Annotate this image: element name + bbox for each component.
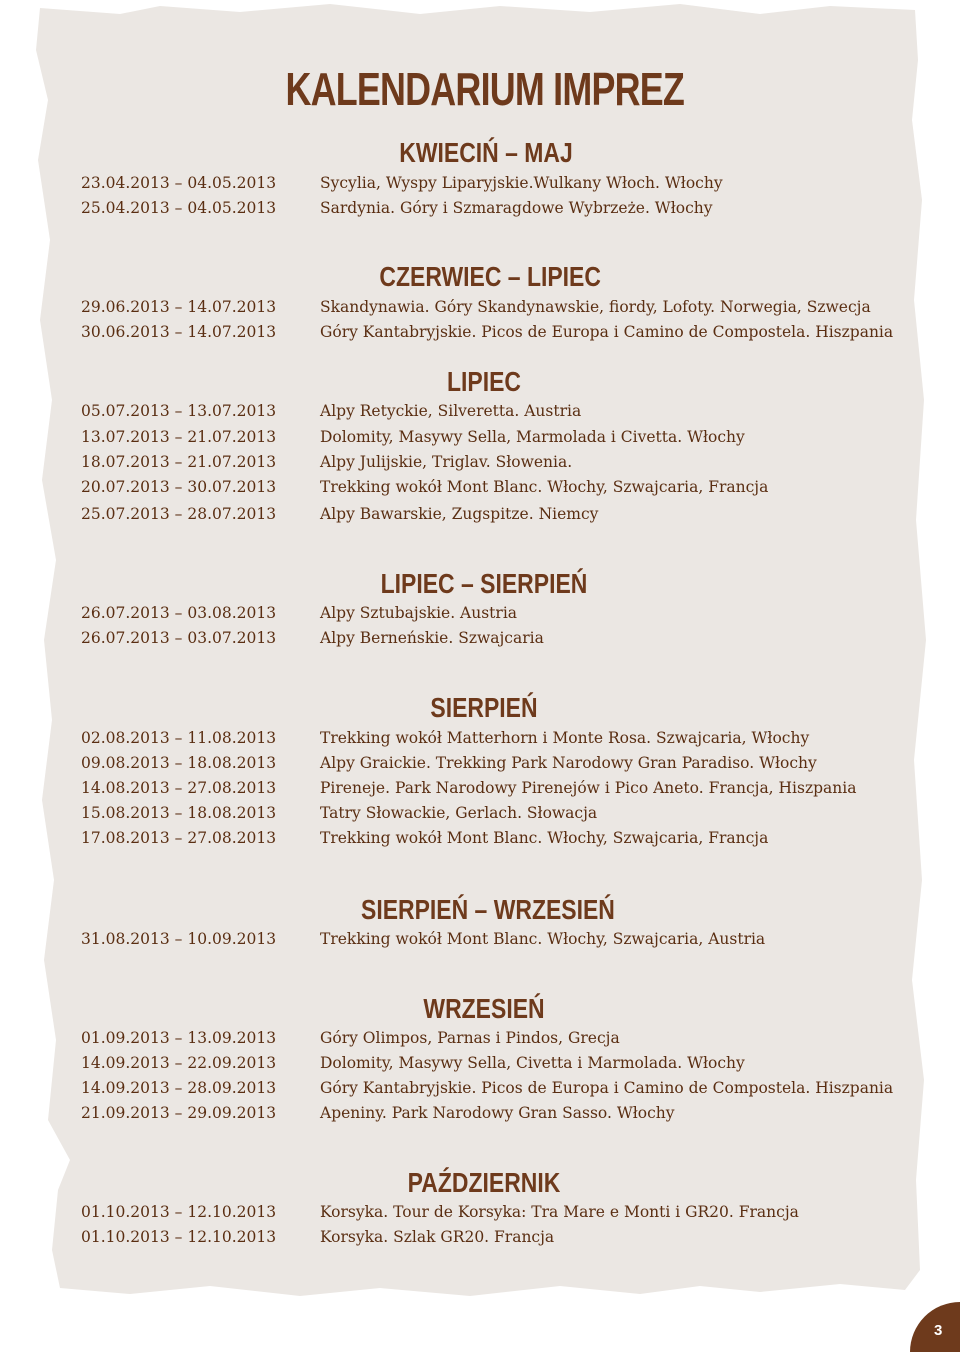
event-description: Apeniny. Park Narodowy Gran Sasso. Włochy xyxy=(320,1104,675,1122)
event-dates: 25.04.2013 – 04.05.2013 xyxy=(81,199,277,217)
event-dates: 14.09.2013 – 28.09.2013 xyxy=(81,1079,277,1097)
event-dates: 17.08.2013 – 27.08.2013 xyxy=(81,829,277,847)
event-row xyxy=(0,197,960,219)
event-row xyxy=(0,426,960,448)
event-description: Sycylia, Wyspy Liparyjskie.Wulkany Włoch. Włochy xyxy=(320,174,723,192)
event-description: Alpy Retyckie, Silveretta. Austria xyxy=(320,402,582,420)
event-dates: 02.08.2013 – 11.08.2013 xyxy=(81,729,277,747)
event-description: Dolomity, Masywy Sella, Civetta i Marmolada. Włochy xyxy=(320,1054,745,1072)
event-row xyxy=(0,1102,960,1124)
event-dates: 21.09.2013 – 29.09.2013 xyxy=(81,1104,277,1122)
event-description: Dolomity, Masywy Sella, Marmolada i Civetta. Włochy xyxy=(320,428,745,446)
event-description: Alpy Sztubajskie. Austria xyxy=(320,604,518,622)
page-number: 3 xyxy=(934,1322,943,1339)
section-heading: LIPIEC xyxy=(446,366,521,397)
event-row xyxy=(0,777,960,799)
event-row xyxy=(0,1077,960,1099)
event-row xyxy=(0,1226,960,1248)
section-heading: WRZESIEŃ xyxy=(423,993,545,1024)
event-dates: 01.10.2013 – 12.10.2013 xyxy=(81,1228,277,1246)
event-description: Alpy Berneńskie. Szwajcaria xyxy=(320,629,544,647)
event-description: Trekking wokół Mont Blanc. Włochy, Szwajcaria, Austria xyxy=(320,930,766,948)
event-row xyxy=(0,503,960,525)
event-description: Alpy Julijskie, Triglav. Słowenia. xyxy=(320,453,573,471)
event-dates: 29.06.2013 – 14.07.2013 xyxy=(81,298,277,316)
event-row xyxy=(0,827,960,849)
section-heading: PAŹDZIERNIK xyxy=(407,1167,561,1198)
event-dates: 14.08.2013 – 27.08.2013 xyxy=(81,779,277,797)
section-heading: KWIECIŃ – MAJ xyxy=(399,137,573,168)
event-row xyxy=(0,627,960,649)
event-description: Góry Olimpos, Parnas i Pindos, Grecja xyxy=(320,1029,620,1047)
event-dates: 25.07.2013 – 28.07.2013 xyxy=(81,505,277,523)
event-dates: 20.07.2013 – 30.07.2013 xyxy=(81,478,277,496)
section-heading: CZERWIEC – LIPIEC xyxy=(379,261,601,292)
event-row xyxy=(0,172,960,194)
event-row xyxy=(0,752,960,774)
event-dates: 14.09.2013 – 22.09.2013 xyxy=(81,1054,277,1072)
event-dates: 30.06.2013 – 14.07.2013 xyxy=(81,323,277,341)
event-dates: 09.08.2013 – 18.08.2013 xyxy=(81,754,277,772)
event-description: Sardynia. Góry i Szmaragdowe Wybrzeże. Włochy xyxy=(320,199,713,217)
event-dates: 13.07.2013 – 21.07.2013 xyxy=(81,428,277,446)
event-row xyxy=(0,400,960,422)
event-dates: 05.07.2013 – 13.07.2013 xyxy=(81,402,277,420)
event-dates: 15.08.2013 – 18.08.2013 xyxy=(81,804,277,822)
event-description: Korsyka. Szlak GR20. Francja xyxy=(320,1228,555,1246)
event-description: Trekking wokół Mont Blanc. Włochy, Szwajcaria, Francja xyxy=(320,478,769,496)
event-row xyxy=(0,476,960,498)
event-dates: 26.07.2013 – 03.07.2013 xyxy=(81,629,277,647)
event-description: Alpy Bawarskie, Zugspitze. Niemcy xyxy=(320,505,599,523)
event-dates: 01.10.2013 – 12.10.2013 xyxy=(81,1203,277,1221)
event-row xyxy=(0,296,960,318)
event-description: Tatry Słowackie, Gerlach. Słowacja xyxy=(320,804,598,822)
event-description: Góry Kantabryjskie. Picos de Europa i Camino de Compostela. Hiszpania xyxy=(320,323,894,341)
event-description: Skandynawia. Góry Skandynawskie, fiordy, Lofoty. Norwegia, Szwecja xyxy=(320,298,871,316)
event-row xyxy=(0,727,960,749)
event-row xyxy=(0,802,960,824)
event-row xyxy=(0,451,960,473)
event-dates: 01.09.2013 – 13.09.2013 xyxy=(81,1029,277,1047)
event-dates: 26.07.2013 – 03.08.2013 xyxy=(81,604,277,622)
section-heading: SIERPIEŃ xyxy=(430,692,538,723)
event-description: Korsyka. Tour de Korsyka: Tra Mare e Monti i GR20. Francja xyxy=(320,1203,799,1221)
event-dates: 23.04.2013 – 04.05.2013 xyxy=(81,174,277,192)
event-row xyxy=(0,1052,960,1074)
event-description: Trekking wokół Mont Blanc. Włochy, Szwajcaria, Francja xyxy=(320,829,769,847)
event-row xyxy=(0,1201,960,1223)
event-description: Trekking wokół Matterhorn i Monte Rosa. Szwajcaria, Włochy xyxy=(320,729,810,747)
event-row xyxy=(0,1027,960,1049)
page-title: KALENDARIUM IMPREZ xyxy=(285,63,685,115)
event-description: Alpy Graickie. Trekking Park Narodowy Gran Paradiso. Włochy xyxy=(320,754,817,772)
event-row xyxy=(0,321,960,343)
event-dates: 18.07.2013 – 21.07.2013 xyxy=(81,453,277,471)
event-row xyxy=(0,602,960,624)
section-heading: SIERPIEŃ – WRZESIEŃ xyxy=(361,894,615,925)
event-dates: 31.08.2013 – 10.09.2013 xyxy=(81,930,277,948)
event-row xyxy=(0,928,960,950)
event-description: Góry Kantabryjskie. Picos de Europa i Camino de Compostela. Hiszpania xyxy=(320,1079,894,1097)
section-heading: LIPIEC – SIERPIEŃ xyxy=(380,568,588,599)
event-description: Pireneje. Park Narodowy Pirenejów i Pico Aneto. Francja, Hiszpania xyxy=(320,779,857,797)
